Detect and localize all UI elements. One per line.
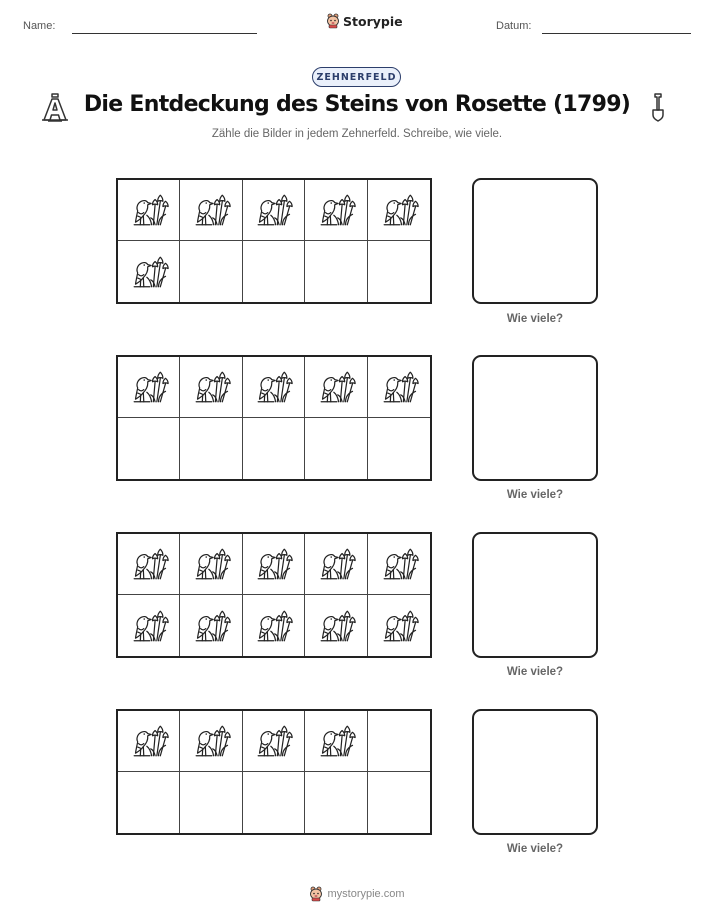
ten-frame-cell: [368, 711, 430, 772]
ten-frame-cell: [305, 772, 367, 833]
storypie-mascot-icon: [309, 886, 323, 902]
ten-frame-cell: [118, 180, 180, 241]
ten-frame-cell: [305, 180, 367, 241]
bird-papyrus-icon: [251, 721, 295, 761]
ten-frame-cell: [118, 357, 180, 418]
brand-logo: [326, 13, 403, 29]
ten-frame-cell: [368, 534, 430, 595]
ten-frame-cell: [180, 534, 242, 595]
bird-papyrus-icon: [127, 721, 171, 761]
footer: [0, 886, 714, 902]
ten-frame-cell: [180, 418, 242, 479]
ten-frame-2: [116, 355, 432, 481]
ten-frame-cell: [305, 595, 367, 656]
ten-frame-cell: [243, 711, 305, 772]
bird-papyrus-icon: [251, 190, 295, 230]
ten-frame-cell: [305, 711, 367, 772]
answer-label-3: Wie viele?: [506, 666, 564, 678]
ten-frame-cell: [368, 595, 430, 656]
ten-frame-cell: [243, 241, 305, 302]
bird-papyrus-icon: [127, 606, 171, 646]
bird-papyrus-icon: [189, 367, 233, 407]
bird-papyrus-icon: [127, 252, 171, 292]
date-line[interactable]: [542, 33, 691, 34]
bird-papyrus-icon: [251, 606, 295, 646]
bird-papyrus-icon: [127, 544, 171, 584]
ten-frame-cell: [180, 772, 242, 833]
ten-frame-cell: [180, 711, 242, 772]
instruction-text: Zähle die Bilder in jedem Zehnerfeld. Schreibe, wie viele.: [211, 128, 503, 140]
shovel-icon: [648, 92, 668, 127]
bird-papyrus-icon: [251, 544, 295, 584]
bird-papyrus-icon: [127, 190, 171, 230]
answer-label-1: Wie viele?: [506, 313, 564, 325]
ten-frame-cell: [368, 418, 430, 479]
footer-site: mystorypie.com: [327, 888, 405, 900]
ten-frame-cell: [243, 595, 305, 656]
name-line[interactable]: [72, 33, 257, 34]
bird-papyrus-icon: [377, 367, 421, 407]
answer-label-4: Wie viele?: [506, 843, 564, 855]
ten-frame-cell: [368, 180, 430, 241]
answer-box-1[interactable]: [472, 178, 598, 304]
ten-frame-cell: [305, 241, 367, 302]
bird-papyrus-icon: [189, 544, 233, 584]
bird-papyrus-icon: [127, 367, 171, 407]
ten-frame-cell: [243, 418, 305, 479]
ten-frame-cell: [368, 772, 430, 833]
ten-frame-3: [116, 532, 432, 658]
ten-frame-cell: [305, 357, 367, 418]
bird-papyrus-icon: [314, 721, 358, 761]
ten-frame-cell: [368, 357, 430, 418]
answer-box-2[interactable]: [472, 355, 598, 481]
worksheet-type-badge: ZEHNERFELD: [312, 67, 401, 87]
ten-frame-cell: [118, 534, 180, 595]
storypie-mascot-icon: [326, 13, 340, 29]
ten-frame-cell: [305, 534, 367, 595]
ten-frame-cell: [243, 534, 305, 595]
ten-frame-cell: [305, 418, 367, 479]
bird-papyrus-icon: [377, 190, 421, 230]
bird-papyrus-icon: [189, 721, 233, 761]
answer-box-3[interactable]: [472, 532, 598, 658]
date-label: Datum:: [496, 20, 532, 32]
ten-frame-cell: [180, 241, 242, 302]
bird-papyrus-icon: [189, 190, 233, 230]
ten-frame-cell: [243, 772, 305, 833]
ten-frame-4: [116, 709, 432, 835]
bird-papyrus-icon: [251, 367, 295, 407]
ten-frame-cell: [118, 772, 180, 833]
ten-frame-cell: [118, 711, 180, 772]
bird-papyrus-icon: [377, 606, 421, 646]
ten-frame-cell: [118, 241, 180, 302]
ten-frame-1: [116, 178, 432, 304]
bird-papyrus-icon: [314, 367, 358, 407]
bird-papyrus-icon: [314, 606, 358, 646]
brand-name: Storypie: [343, 13, 403, 29]
ten-frame-cell: [180, 180, 242, 241]
bird-papyrus-icon: [314, 544, 358, 584]
bird-papyrus-icon: [377, 544, 421, 584]
name-label: Name:: [23, 20, 56, 32]
ten-frame-cell: [180, 595, 242, 656]
ten-frame-cell: [118, 595, 180, 656]
bird-papyrus-icon: [189, 606, 233, 646]
page-title: Die Entdeckung des Steins von Rosette (1799): [83, 92, 631, 117]
ten-frame-cell: [368, 241, 430, 302]
bird-papyrus-icon: [314, 190, 358, 230]
ten-frame-cell: [118, 418, 180, 479]
ten-frame-cell: [243, 357, 305, 418]
answer-label-2: Wie viele?: [506, 489, 564, 501]
answer-box-4[interactable]: [472, 709, 598, 835]
ten-frame-cell: [180, 357, 242, 418]
ten-frame-cell: [243, 180, 305, 241]
